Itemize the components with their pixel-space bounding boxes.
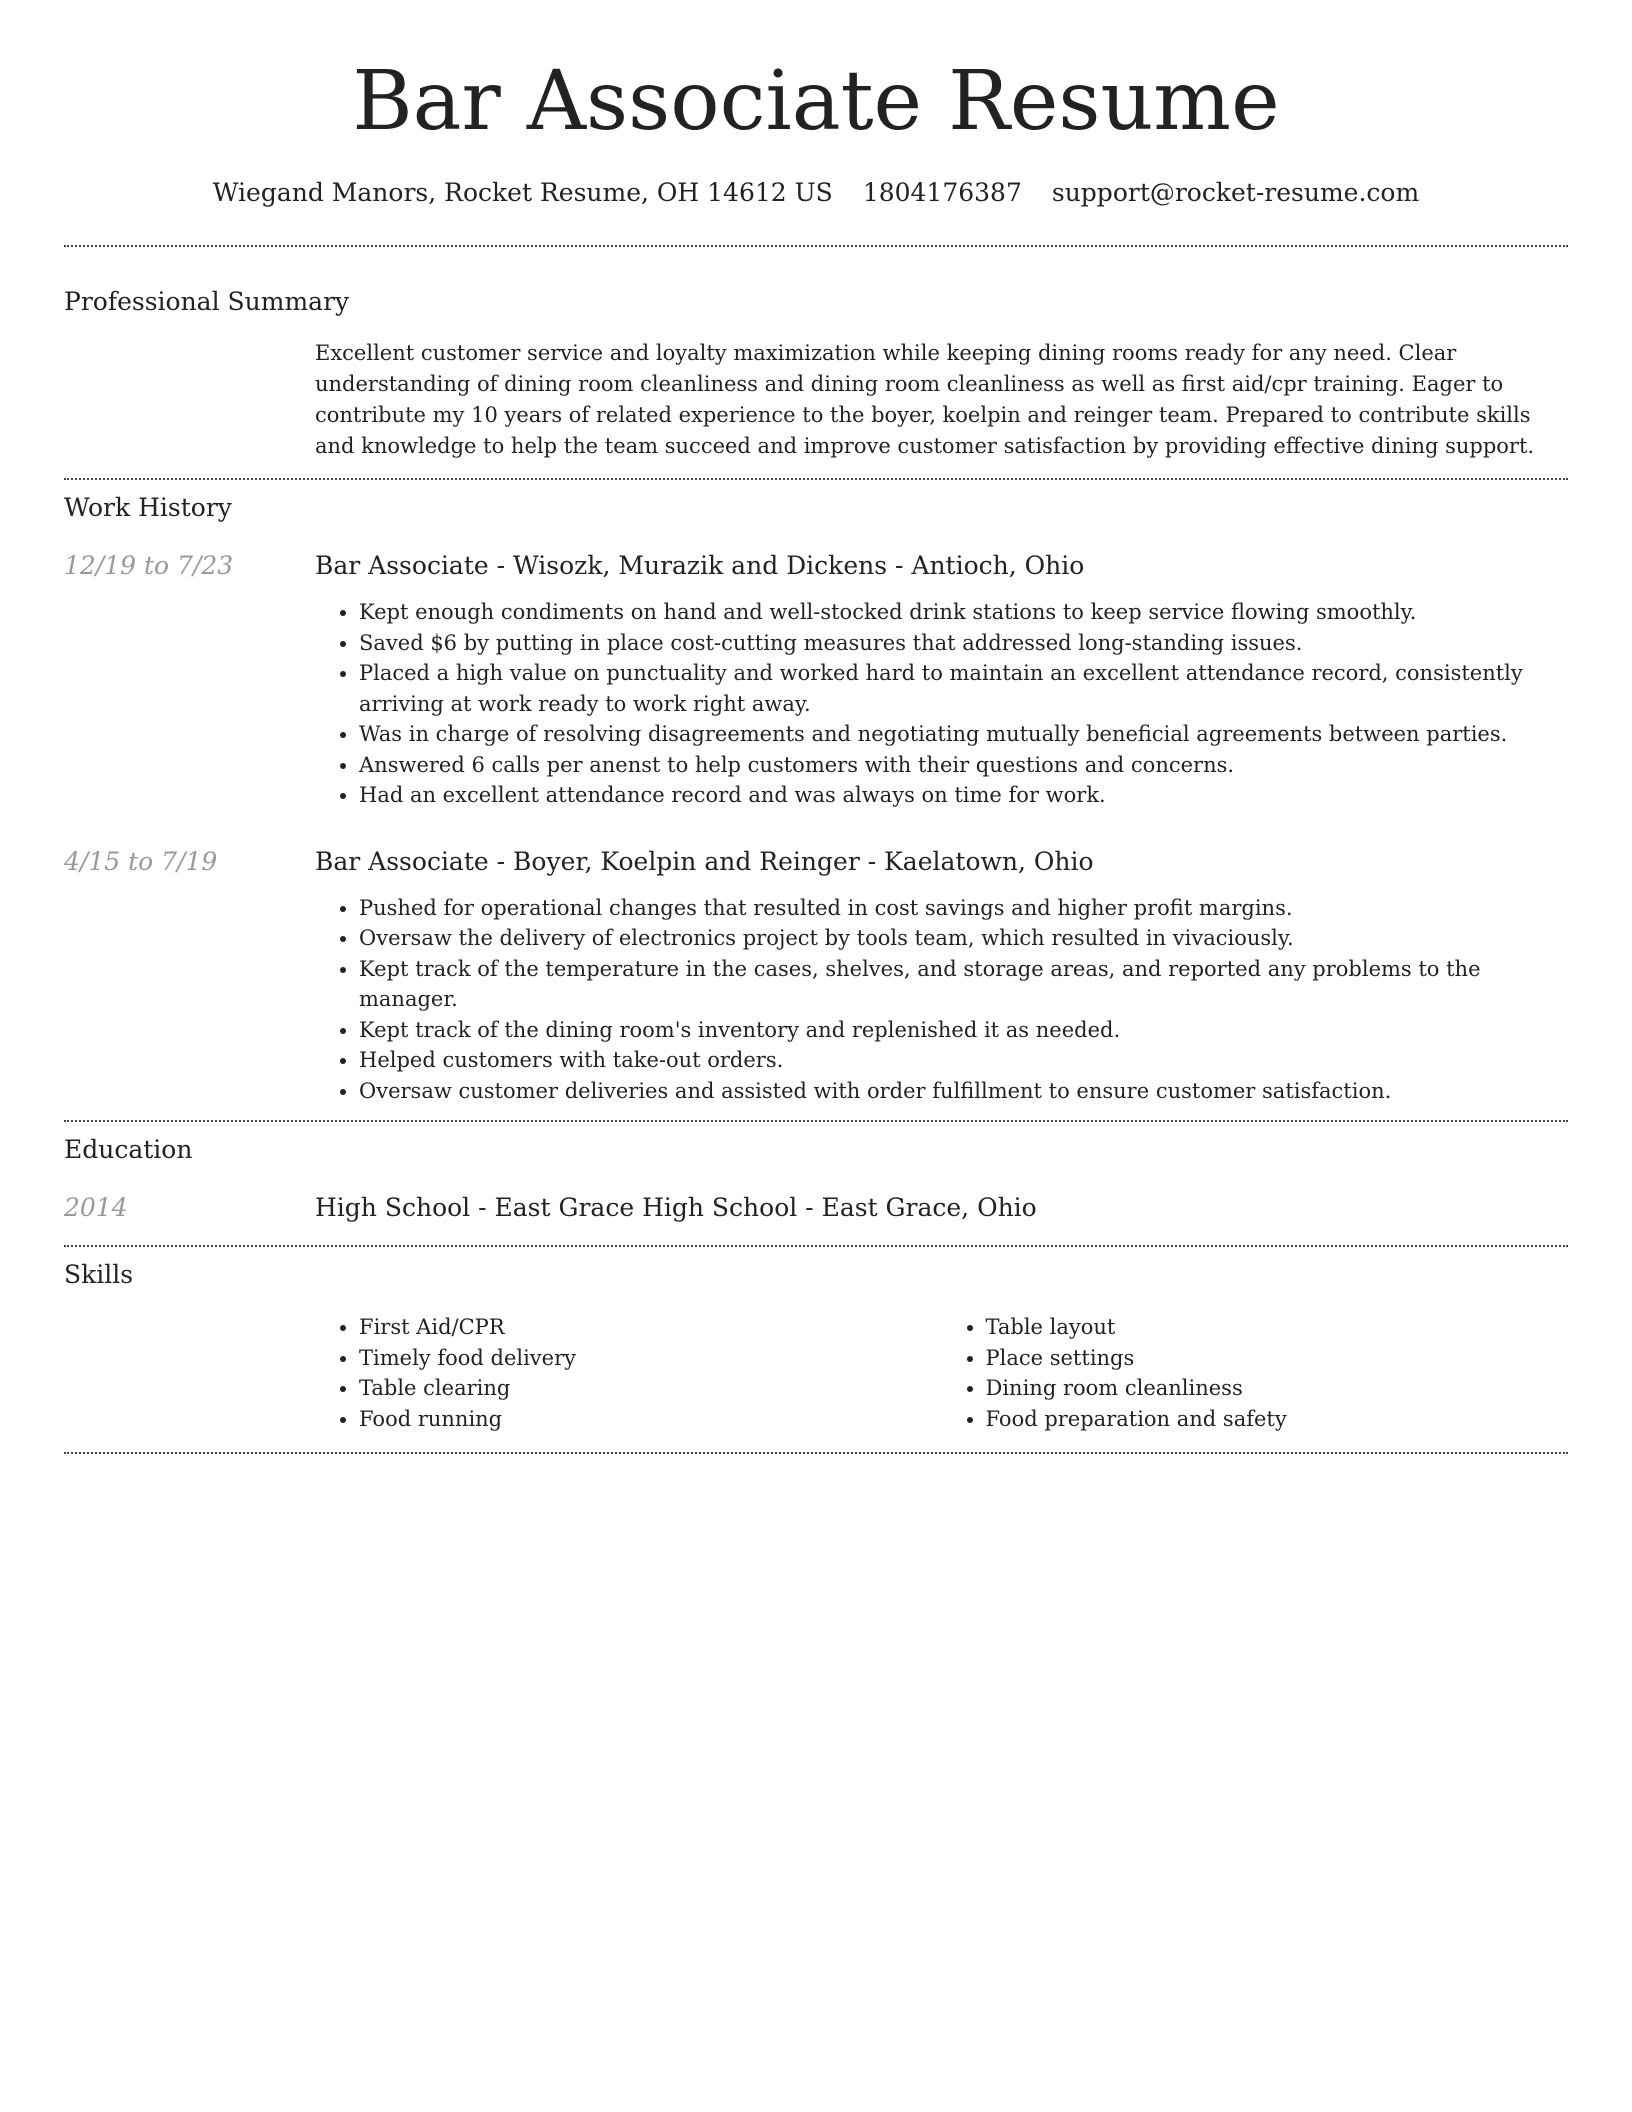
skills-column-left	[315, 1312, 942, 1434]
skills-column-right	[942, 1312, 1569, 1434]
skills-section	[64, 1258, 1568, 1434]
divider	[64, 1245, 1568, 1247]
job-bullet: • Placed a high value on punctuality and worked hard to maintain an excellent attendance record, consistently arriving at work ready to work right away.	[359, 658, 1568, 719]
skill-item: • Table layout	[986, 1312, 1569, 1343]
job-bullet: • Answered 6 calls per anenst to help customers with their questions and concerns.	[359, 750, 1568, 781]
job-dates: 12/19 to 7/23	[64, 551, 234, 580]
job-title: Bar Associate - Boyer, Koelpin and Reinger - Kaelatown, Ohio	[315, 846, 1094, 876]
summary-section	[64, 285, 1568, 462]
education-heading: Education	[64, 1135, 193, 1164]
job-details	[315, 549, 1568, 811]
skills-list-right	[942, 1312, 1569, 1434]
summary-text: Excellent customer service and loyalty maximization while keeping dining rooms ready for any need. Clear understanding of dining room cleanliness and dining room cleanliness as well as first aid/cpr training. Eager to contribute my 10 years of related experience to the boyer, koelpin and reinger team. Prepared to contribute skills and knowledge to help the team succeed and improve customer satisfaction by providing effective dining support.	[315, 341, 1535, 458]
summary-body	[315, 338, 1568, 462]
skill-item: • First Aid/CPR	[359, 1312, 942, 1343]
education-entry	[64, 1191, 1568, 1225]
summary-row	[64, 338, 1568, 462]
skill-item: • Food preparation and safety	[986, 1404, 1569, 1435]
skill-item: • Timely food delivery	[359, 1343, 942, 1374]
skill-item: • Food running	[359, 1404, 942, 1435]
job-bullets	[315, 597, 1568, 811]
job-bullet: • Pushed for operational changes that resulted in cost savings and higher profit margins.	[359, 893, 1568, 924]
job-bullet: • Was in charge of resolving disagreements and negotiating mutually beneficial agreements between parties.	[359, 719, 1568, 750]
divider	[64, 1120, 1568, 1122]
education-year: 2014	[64, 1193, 128, 1222]
job-bullets	[315, 893, 1568, 1107]
contact-phone: 1804176387	[862, 178, 1022, 207]
job-title: Bar Associate - Wisozk, Murazik and Dickens - Antioch, Ohio	[315, 551, 1085, 580]
job-bullet: • Saved $6 by putting in place cost-cutting measures that addressed long-standing issues.	[359, 628, 1568, 659]
job-bullet: • Helped customers with take-out orders.	[359, 1045, 1568, 1076]
skills-list-left	[315, 1312, 942, 1434]
contact-line	[64, 176, 1568, 210]
skill-item: • Place settings	[986, 1343, 1569, 1374]
job-bullet: • Oversaw the delivery of electronics project by tools team, which resulted in vivaciously.	[359, 923, 1568, 954]
divider	[64, 245, 1568, 247]
skill-item: • Dining room cleanliness	[986, 1373, 1569, 1404]
job-bullet: • Kept track of the dining room's inventory and replenished it as needed.	[359, 1015, 1568, 1046]
work-section	[64, 491, 1568, 1106]
skill-item: • Table clearing	[359, 1373, 942, 1404]
job-dates: 4/15 to 7/19	[64, 846, 218, 876]
education-section	[64, 1133, 1568, 1225]
divider	[64, 1452, 1568, 1454]
job-bullet: • Oversaw customer deliveries and assisted with order fulfillment to ensure customer satisfaction.	[359, 1076, 1568, 1107]
work-heading: Work History	[64, 493, 232, 522]
skills-row	[64, 1312, 1568, 1434]
resume-title: Bar Associate Resume	[352, 54, 1280, 149]
job-bullet: • Kept enough condiments on hand and well-stocked drink stations to keep service flowing smoothly.	[359, 597, 1568, 628]
job-details	[315, 845, 1568, 1107]
summary-heading: Professional Summary	[64, 287, 350, 316]
contact-email: support@rocket-resume.com	[1051, 178, 1420, 207]
job-entry	[64, 845, 1568, 1107]
education-school: High School - East Grace High School - East Grace, Ohio	[315, 1193, 1037, 1222]
divider	[64, 478, 1568, 480]
job-bullet: • Kept track of the temperature in the cases, shelves, and storage areas, and reported any problems to the manager.	[359, 954, 1568, 1015]
job-entry	[64, 549, 1568, 811]
job-bullet: • Had an excellent attendance record and was always on time for work.	[359, 780, 1568, 811]
education-details	[315, 1191, 1568, 1225]
skills-heading: Skills	[64, 1260, 134, 1289]
contact-address: Wiegand Manors, Rocket Resume, OH 14612 US	[212, 178, 833, 207]
skills-columns	[315, 1312, 1568, 1434]
